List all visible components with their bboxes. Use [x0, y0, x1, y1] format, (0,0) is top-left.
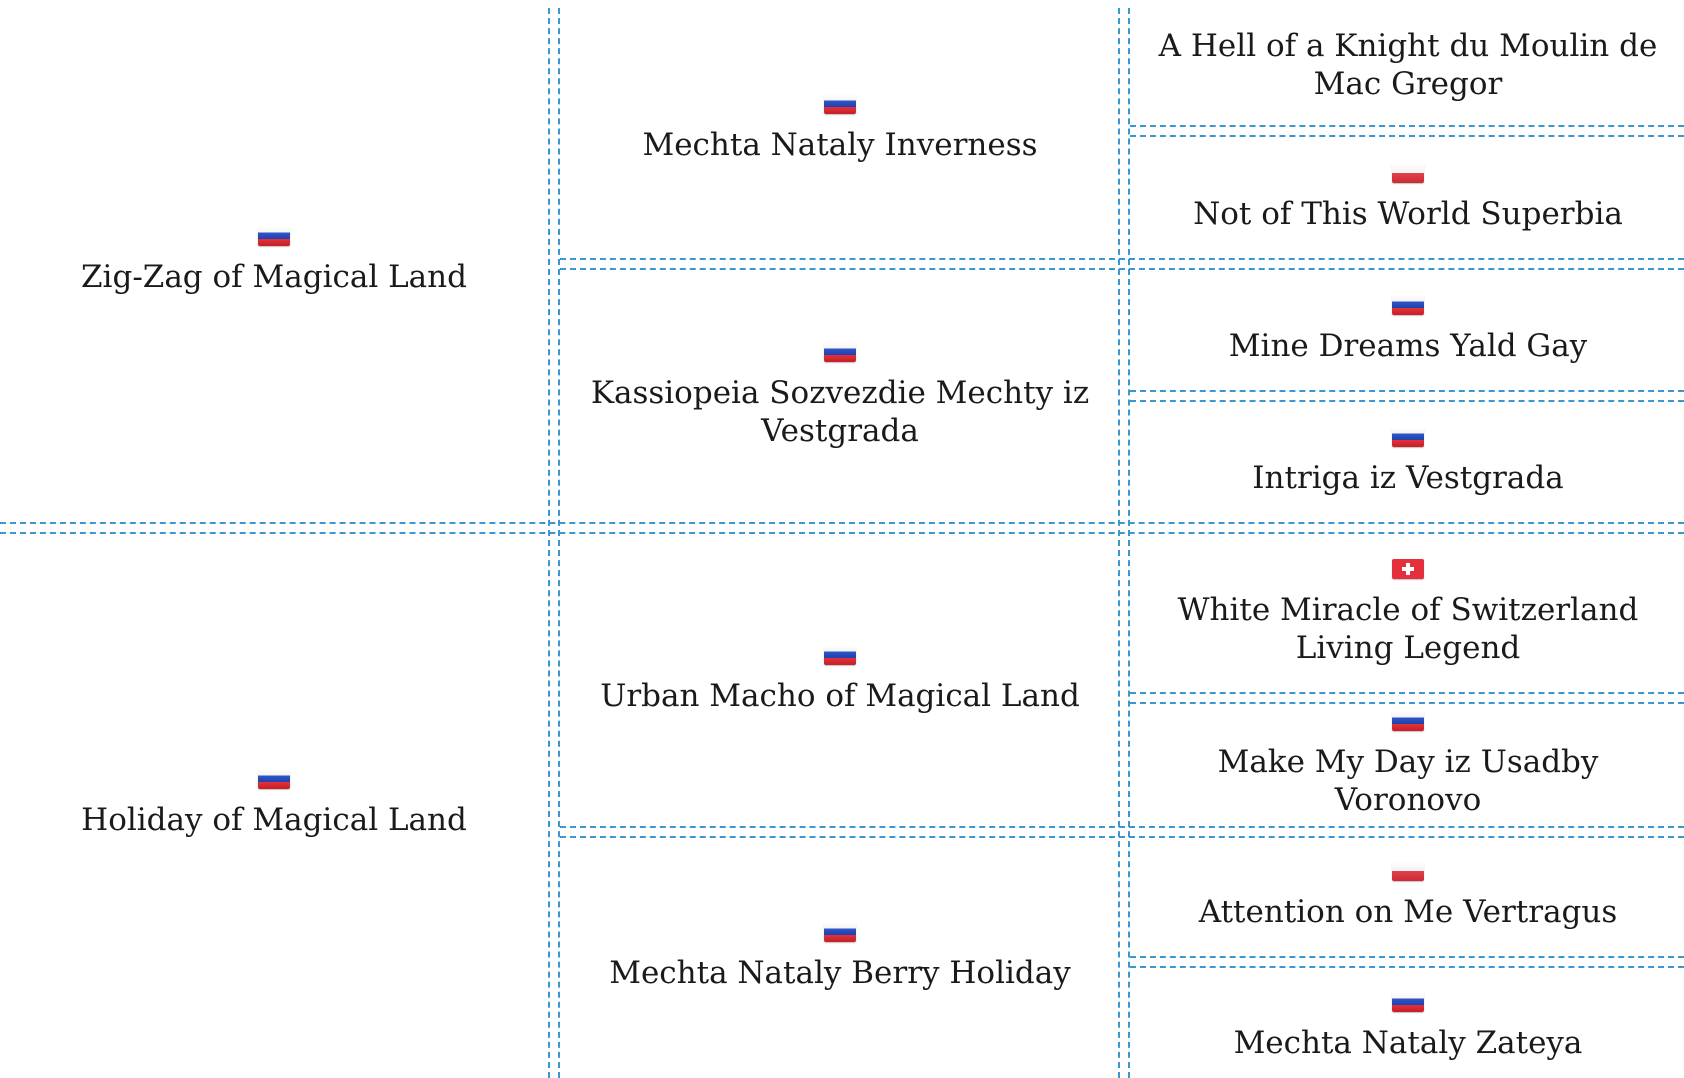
pedigree-cell-grandparent-3[interactable] [562, 534, 1118, 826]
russia-flag-icon [1392, 295, 1424, 315]
dog-name: Mechta Nataly Berry Holiday [609, 955, 1071, 991]
row-divider [1130, 125, 1684, 127]
russia-flag-icon [824, 922, 856, 942]
row-divider [560, 258, 1684, 260]
russia-flag-icon [258, 769, 290, 789]
dog-name: Zig-Zag of Magical Land [81, 259, 467, 295]
pedigree-cell-parent-1[interactable] [0, 0, 548, 522]
pedigree-cell-grandparent-4[interactable] [562, 836, 1118, 1078]
poland-flag-icon [1392, 861, 1424, 881]
pedigree-cell-great-grandparent-8[interactable] [1132, 968, 1684, 1078]
row-divider [560, 836, 1684, 838]
column-divider [1118, 8, 1120, 1078]
dog-name: Mechta Nataly Zateya [1233, 1025, 1583, 1061]
russia-flag-icon [824, 342, 856, 362]
pedigree-cell-great-grandparent-7[interactable] [1132, 836, 1684, 956]
row-divider [560, 268, 1684, 270]
row-divider [560, 826, 1684, 828]
pedigree-cell-parent-2[interactable] [0, 530, 548, 1078]
switzerland-flag-icon [1392, 559, 1424, 579]
row-divider [1130, 390, 1684, 392]
pedigree-cell-grandparent-2[interactable] [562, 270, 1118, 522]
russia-flag-icon [1392, 427, 1424, 447]
dog-name: Mine Dreams Yald Gay [1228, 328, 1588, 364]
pedigree-cell-great-grandparent-3[interactable] [1132, 270, 1684, 390]
russia-flag-icon [824, 94, 856, 114]
row-divider [1130, 956, 1684, 958]
row-divider [1130, 135, 1684, 137]
pedigree-cell-grandparent-1[interactable] [562, 0, 1118, 258]
dog-name: Not of This World Superbia [1193, 195, 1623, 232]
dog-name: Intriga iz Vestgrada [1252, 460, 1564, 496]
column-divider [548, 8, 550, 1078]
russia-flag-icon [824, 645, 856, 665]
row-divider [0, 532, 1684, 534]
row-divider [1130, 966, 1684, 968]
dog-name: A Hell of a Knight du Moulin de Mac Gregor [1158, 27, 1658, 102]
pedigree-cell-great-grandparent-5[interactable] [1132, 534, 1684, 692]
row-divider [1130, 702, 1684, 704]
russia-flag-icon [1392, 711, 1424, 731]
poland-flag-icon [1392, 163, 1424, 183]
column-divider [558, 8, 560, 1078]
row-divider [1130, 400, 1684, 402]
dog-name: Attention on Me Vertragus [1198, 894, 1618, 930]
pedigree-cell-great-grandparent-6[interactable] [1132, 704, 1684, 826]
dog-name: Kassiopeia Sozvezdie Mechty iz Vestgrada [590, 375, 1090, 449]
pedigree-cell-great-grandparent-4[interactable] [1132, 402, 1684, 522]
dog-name: Holiday of Magical Land [81, 802, 467, 838]
row-divider [1130, 692, 1684, 694]
russia-flag-icon [1392, 992, 1424, 1012]
russia-flag-icon [258, 226, 290, 246]
dog-name: Make My Day iz Usadby Voronovo [1217, 744, 1599, 818]
dog-name: Urban Macho of Magical Land [600, 678, 1080, 714]
column-divider [1128, 8, 1130, 1078]
row-divider [0, 522, 1684, 524]
dog-name: Mechta Nataly Inverness [642, 127, 1038, 163]
pedigree-cell-great-grandparent-2[interactable] [1132, 137, 1684, 258]
pedigree-cell-great-grandparent-1[interactable] [1132, 0, 1684, 125]
dog-name: White Miracle of Switzerland Living Legend [1177, 592, 1639, 666]
